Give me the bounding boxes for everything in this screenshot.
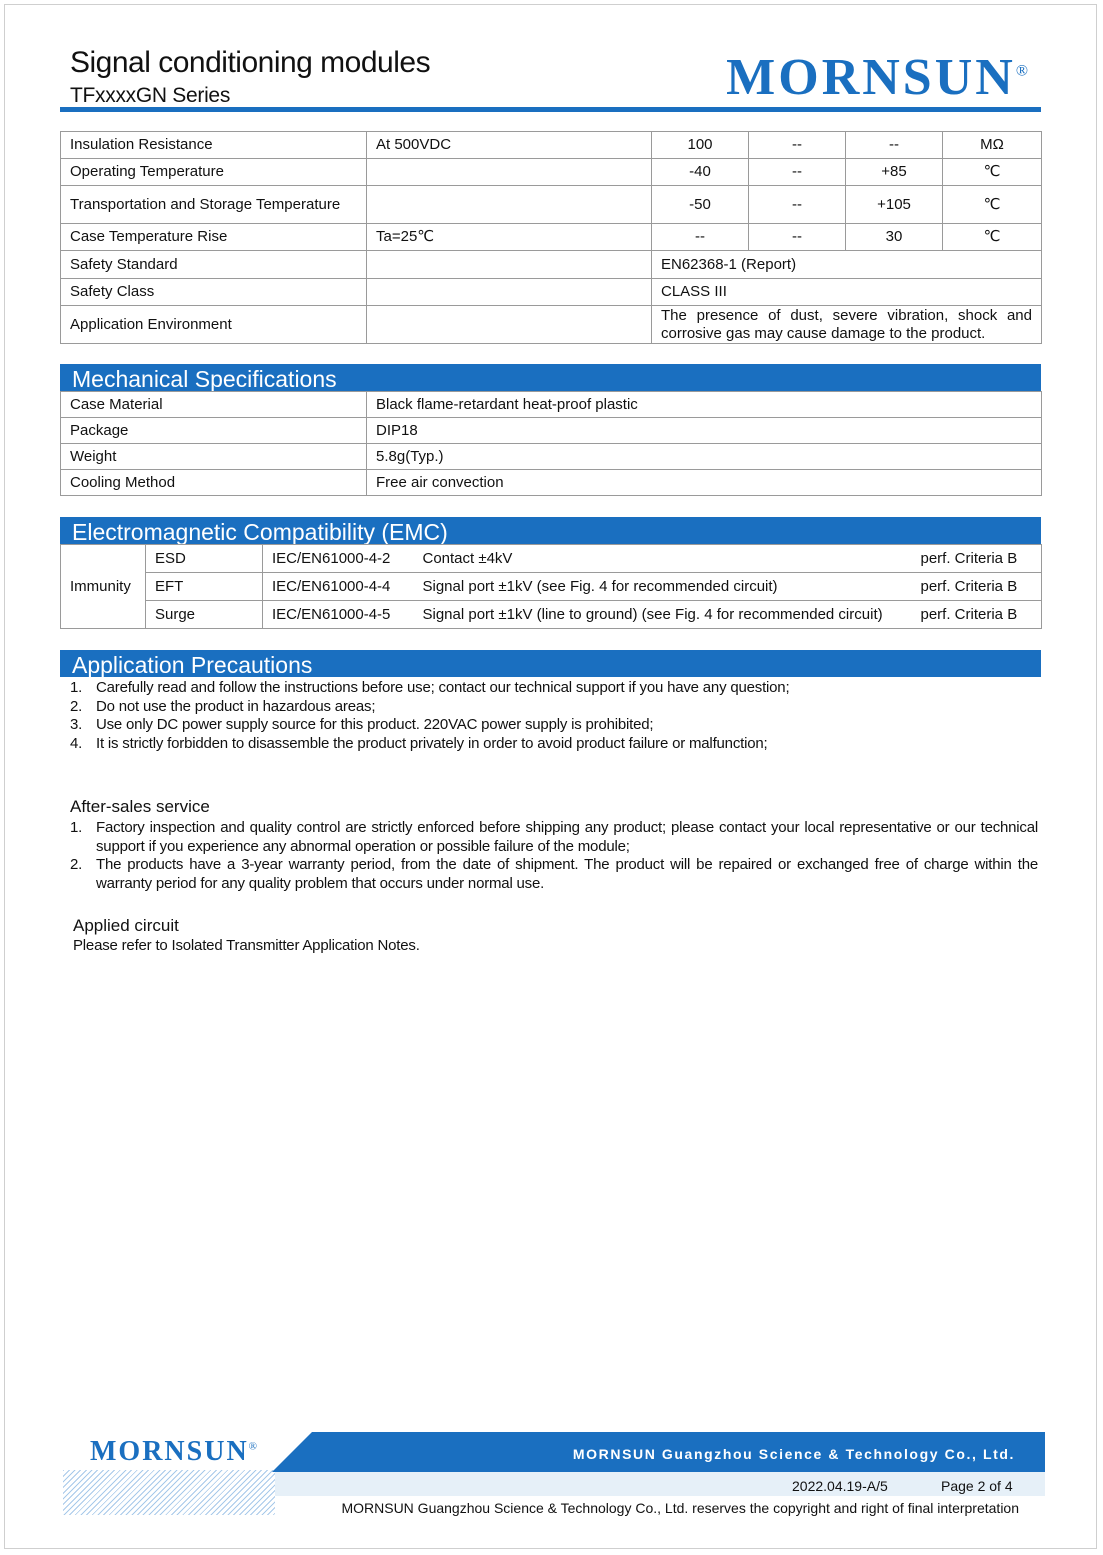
footer-hatch-pattern bbox=[63, 1470, 275, 1515]
spec-item: Application Environment bbox=[61, 306, 367, 344]
logo-text: MORNSUN bbox=[726, 49, 1016, 106]
table-row bbox=[61, 251, 1042, 279]
list-item bbox=[70, 856, 1038, 893]
registered-mark: ® bbox=[1015, 62, 1031, 80]
table-row bbox=[61, 573, 1042, 601]
applied-circuit-text: Please refer to Isolated Transmitter Application Notes. bbox=[73, 937, 420, 954]
spec-condition bbox=[367, 306, 652, 344]
emc-test: EFT bbox=[146, 573, 263, 601]
emc-group: Immunity bbox=[61, 545, 146, 629]
header-divider bbox=[60, 107, 1041, 112]
series-name: TFxxxxGN Series bbox=[70, 84, 231, 107]
spec-typ: -- bbox=[749, 186, 846, 224]
table-row bbox=[61, 444, 1042, 470]
table-row bbox=[61, 224, 1042, 251]
emc-level: Signal port ±1kV (line to ground) (see Fig. 4 for recommended circuit) bbox=[414, 601, 912, 629]
spec-item: Transportation and Storage Temperature bbox=[61, 186, 367, 224]
mechanical-table bbox=[60, 391, 1042, 496]
spec-unit: ℃ bbox=[943, 186, 1042, 224]
emc-standard: IEC/EN61000-4-4 bbox=[263, 573, 414, 601]
after-sales-heading: After-sales service bbox=[70, 797, 210, 816]
table-row bbox=[61, 392, 1042, 418]
table-row bbox=[61, 418, 1042, 444]
spec-condition bbox=[367, 279, 652, 306]
footer-company-name: MORNSUN Guangzhou Science & Technology Co., Ltd. bbox=[572, 1446, 1015, 1462]
list-item bbox=[70, 716, 1038, 735]
spec-unit: ℃ bbox=[943, 224, 1042, 251]
emc-standard: IEC/EN61000-4-5 bbox=[263, 601, 414, 629]
spec-max: +85 bbox=[846, 159, 943, 186]
spec-value: EN62368-1 (Report) bbox=[652, 251, 1042, 279]
emc-level: Signal port ±1kV (see Fig. 4 for recommended circuit) bbox=[414, 573, 912, 601]
spec-min: 100 bbox=[652, 132, 749, 159]
emc-test: Surge bbox=[146, 601, 263, 629]
item-text: Factory inspection and quality control are strictly enforced before shipping any product; please contact your local representative or our technical support if you experience any abnormal operation or possible failure of the module; bbox=[96, 819, 1038, 855]
item-text: The products have a 3-year warranty period, from the date of shipment. The product will be repaired or exchanged free of charge within the warranty period for any quality problem that occurs under normal use. bbox=[96, 856, 1038, 892]
spec-item: Case Temperature Rise bbox=[61, 224, 367, 251]
spec-item: Safety Standard bbox=[61, 251, 367, 279]
item-text: Use only DC power supply source for this product. 220VAC power supply is prohibited; bbox=[96, 716, 654, 733]
table-row bbox=[61, 132, 1042, 159]
header-logo bbox=[726, 48, 1031, 107]
mech-value: Black flame-retardant heat-proof plastic bbox=[367, 392, 1042, 418]
table-row bbox=[61, 159, 1042, 186]
spec-max: 30 bbox=[846, 224, 943, 251]
item-number: 1. bbox=[70, 819, 83, 836]
table-row bbox=[61, 545, 1042, 573]
document-version: 2022.04.19-A/5 bbox=[792, 1478, 888, 1494]
item-number: 2. bbox=[70, 697, 83, 715]
spec-min: -- bbox=[652, 224, 749, 251]
precautions-list bbox=[70, 679, 1038, 753]
emc-criteria: perf. Criteria B bbox=[912, 601, 1042, 629]
mech-value: Free air convection bbox=[367, 470, 1042, 496]
item-text: It is strictly forbidden to disassemble the product privately in order to avoid product failure or malfunction; bbox=[96, 734, 768, 752]
list-item bbox=[70, 819, 1038, 856]
spec-condition bbox=[367, 186, 652, 224]
table-row bbox=[61, 186, 1042, 224]
table-row bbox=[61, 601, 1042, 629]
registered-mark: ® bbox=[248, 1440, 260, 1453]
mech-item: Case Material bbox=[61, 392, 367, 418]
spec-unit: MΩ bbox=[943, 132, 1042, 159]
spec-condition bbox=[367, 251, 652, 279]
spec-item: Insulation Resistance bbox=[61, 132, 367, 159]
spec-unit: ℃ bbox=[943, 159, 1042, 186]
item-text: Carefully read and follow the instructions before use; contact our technical support if you have any question; bbox=[96, 679, 790, 696]
mechanical-heading: Mechanical Specifications bbox=[60, 364, 1041, 391]
list-item bbox=[70, 735, 1038, 754]
item-number: 1. bbox=[70, 679, 83, 696]
footer-light-band bbox=[275, 1472, 1045, 1496]
mech-item: Cooling Method bbox=[61, 470, 367, 496]
list-item bbox=[70, 698, 1038, 717]
table-row bbox=[61, 470, 1042, 496]
document-title: Signal conditioning modules bbox=[70, 46, 431, 79]
mech-value: 5.8g(Typ.) bbox=[367, 444, 1042, 470]
mech-item: Package bbox=[61, 418, 367, 444]
emc-level: Contact ±4kV bbox=[414, 545, 912, 573]
spec-item: Safety Class bbox=[61, 279, 367, 306]
precautions-heading: Application Precautions bbox=[60, 650, 1041, 677]
mech-item: Weight bbox=[61, 444, 367, 470]
copyright-notice: MORNSUN Guangzhou Science & Technology Co., Ltd. reserves the copyright and right of final interpretation bbox=[341, 1500, 1019, 1516]
spec-min: -40 bbox=[652, 159, 749, 186]
emc-heading: Electromagnetic Compatibility (EMC) bbox=[60, 517, 1041, 544]
list-item bbox=[70, 679, 1038, 698]
spec-item: Operating Temperature bbox=[61, 159, 367, 186]
item-text: Do not use the product in hazardous areas; bbox=[96, 697, 376, 715]
emc-criteria: perf. Criteria B bbox=[912, 545, 1042, 573]
spec-typ: -- bbox=[749, 159, 846, 186]
spec-condition: At 500VDC bbox=[367, 132, 652, 159]
spec-min: -50 bbox=[652, 186, 749, 224]
spec-typ: -- bbox=[749, 224, 846, 251]
page-number: Page 2 of 4 bbox=[941, 1478, 1013, 1494]
item-number: 3. bbox=[70, 716, 83, 733]
table-row bbox=[61, 279, 1042, 306]
applied-circuit-heading: Applied circuit bbox=[73, 916, 179, 935]
logo-text: MORNSUN bbox=[90, 1436, 249, 1467]
spec-max: -- bbox=[846, 132, 943, 159]
item-number: 4. bbox=[70, 734, 83, 752]
table-row bbox=[61, 306, 1042, 344]
item-number: 2. bbox=[70, 856, 83, 873]
emc-criteria: perf. Criteria B bbox=[912, 573, 1042, 601]
spec-value: The presence of dust, severe vibration, shock and corrosive gas may cause damage to the product. bbox=[652, 306, 1042, 344]
spec-typ: -- bbox=[749, 132, 846, 159]
after-sales-list bbox=[70, 819, 1038, 893]
emc-table bbox=[60, 544, 1042, 629]
spec-condition: Ta=25℃ bbox=[367, 224, 652, 251]
footer-logo bbox=[90, 1436, 259, 1468]
spec-condition bbox=[367, 159, 652, 186]
emc-test: ESD bbox=[146, 545, 263, 573]
emc-standard: IEC/EN61000-4-2 bbox=[263, 545, 414, 573]
spec-value: CLASS III bbox=[652, 279, 1042, 306]
mech-value: DIP18 bbox=[367, 418, 1042, 444]
spec-max: +105 bbox=[846, 186, 943, 224]
general-specs-table bbox=[60, 131, 1042, 344]
